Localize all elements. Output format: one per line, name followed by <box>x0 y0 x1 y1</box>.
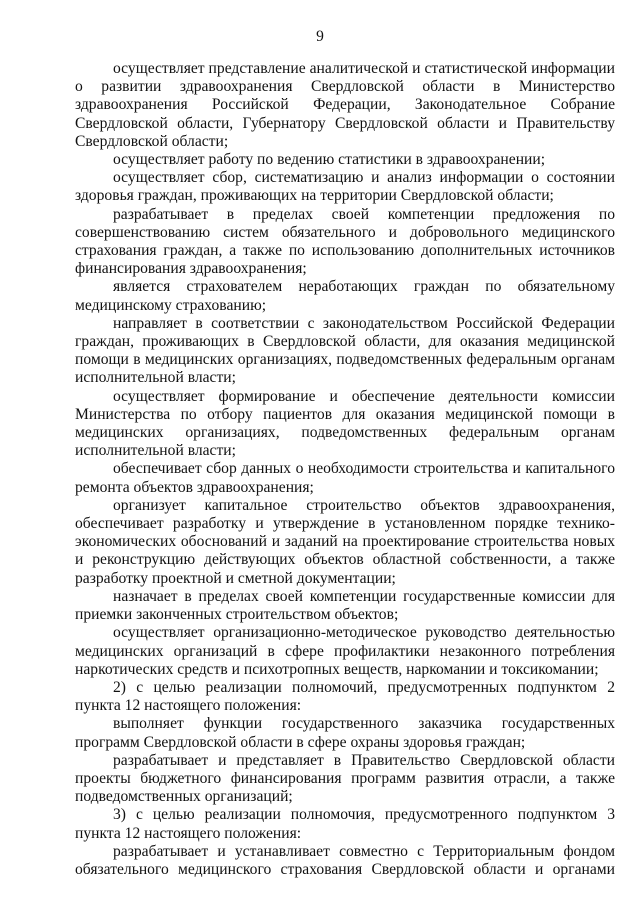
document-body <box>75 60 615 879</box>
paragraph: назначает в пределах своей компетенции государственные комиссии для приемки законченных строительством объектов; <box>75 587 615 624</box>
paragraph: 3) с целью реализации полномочия, предусмотренного подпунктом 3 пункта 12 настоящего положения: <box>75 806 615 842</box>
paragraph: 2) с целью реализации полномочий, предусмотренных подпунктом 2 пункта 12 настоящего положения: <box>75 678 615 715</box>
paragraph: разрабатывает и устанавливает совместно с Территориальным фондом обязательного медицинского страхования Свердловской области и органами <box>75 842 615 878</box>
paragraph: выполняет функции государственного заказчика государственных программ Свердловской области в сфере охраны здоровья граждан; <box>75 715 615 751</box>
paragraph: направляет в соответствии с законодательством Российской Федерации граждан, проживающих в Свердловской области, для оказания медицинской помощи в медицинских организациях, подведомственных федеральным органам исполнительной власти; <box>75 314 615 387</box>
paragraph: разрабатывает и представляет в Правительство Свердловской области проекты бюджетного финансирования программ развития отрасли, а также подведомственных организаций; <box>75 751 615 806</box>
paragraph: осуществляет формирование и обеспечение деятельности комиссии Министерства по отбору пациентов для оказания медицинской помощи в медицинских организациях, подведомственных федеральным органам исполнительной власти; <box>75 387 615 460</box>
paragraph: разрабатывает в пределах своей компетенции предложения по совершенствованию систем обязательного и добровольного медицинского страхования граждан, а также по использованию дополнительных источников финансирования здравоохранения; <box>75 205 615 278</box>
paragraph: осуществляет работу по ведению статистики в здравоохранении; <box>113 151 546 169</box>
paragraph: организует капитальное строительство объектов здравоохранения, обеспечивает разработку и утверждение в установленном порядке технико-экономических обоснований и заданий на проектирование строительства новых и реконструкцию действующих объектов областной собственности, а также разработку проектной и сметной документации; <box>75 496 615 587</box>
paragraph: обеспечивает сбор данных о необходимости строительства и капитального ремонта объектов здравоохранения; <box>75 460 615 496</box>
paragraph: осуществляет сбор, систематизацию и анализ информации о состоянии здоровья граждан, проживающих на территории Свердловской области; <box>75 169 615 205</box>
paragraph: является страхователем неработающих граждан по обязательному медицинскому страхованию; <box>75 278 615 314</box>
paragraph: осуществляет представление аналитической и статистической информации о развитии здравоохранения Свердловской области в Министерство здравоохранения Российской Федерации, Законодательное Собрание Свердловской области, Губернатору Свердловской области и Правительству Свердловской области; <box>75 60 615 150</box>
paragraph: осуществляет организационно-методическое руководство деятельностью медицинских организаций в сфере профилактики незаконного потребления наркотических средств и психотропных веществ, наркомании и токсикомании; <box>75 624 615 678</box>
page-number: 9 <box>316 28 324 45</box>
